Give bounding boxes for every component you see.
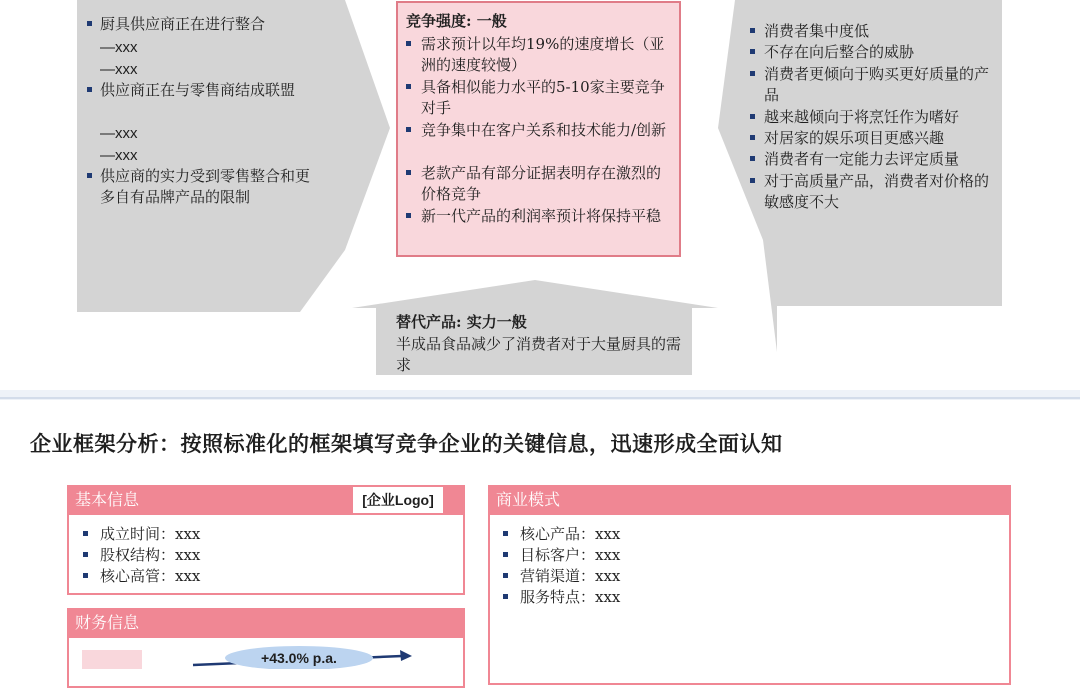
substitutes-text: 半成品食品减少了消费者对于大量厨具的需求 xyxy=(396,335,682,374)
suppliers-subitem: —xxx xyxy=(100,125,138,142)
suppliers-item: 厨具供应商正在进行整合 xyxy=(87,14,317,35)
financial-info-title: 财务信息 xyxy=(75,613,140,632)
buyers-item: 消费者更倾向于购买更好质量的产品 xyxy=(750,64,998,106)
rivalry-title: 竞争强度: 一般 xyxy=(406,12,507,30)
rivalry-item: 老款产品有部分证据表明存在激烈的价格竞争 xyxy=(406,163,674,205)
buyers-item: 对于高质量产品，消费者对价格的敏感度不大 xyxy=(750,171,998,213)
buyers-item: 消费者集中度低 xyxy=(750,21,998,42)
financial-bar xyxy=(82,650,142,669)
framework-heading: 企业框架分析：按照标准化的框架填写竞争企业的关键信息，迅速形成全面认知 xyxy=(30,431,783,456)
business-model-item: 服务特点：xxx xyxy=(503,587,620,608)
suppliers-item: 供应商正在与零售商结成联盟 xyxy=(87,80,319,101)
basic-info-item: 股权结构：xxx xyxy=(83,545,200,566)
buyers-item: 对居家的娱乐项目更感兴趣 xyxy=(750,128,998,149)
substitutes-title: 替代产品: 实力一般 xyxy=(396,313,527,331)
rivalry-item: 竞争集中在客户关系和技术能力/创新 xyxy=(406,120,674,141)
buyers-item: 越来越倾向于将烹饪作为嗜好 xyxy=(750,107,998,128)
business-model-item: 目标客户：xxx xyxy=(503,545,620,566)
basic-info-item: 成立时间：xxx xyxy=(83,524,200,545)
growth-rate-label: +43.0% p.a. xyxy=(261,650,337,666)
buyers-item: 不存在向后整合的威胁 xyxy=(750,42,998,63)
basic-info-title: 基本信息 xyxy=(75,490,140,509)
business-model-item: 营销渠道：xxx xyxy=(503,566,620,587)
rivalry-item: 需求预计以年均19%的速度增长（亚洲的速度较慢） xyxy=(406,34,674,76)
suppliers-subitem: —xxx xyxy=(100,61,138,78)
basic-info-item: 核心高管：xxx xyxy=(83,566,200,587)
suppliers-subitem: —xxx xyxy=(100,39,138,56)
buyers-item: 消费者有一定能力去评定质量 xyxy=(750,149,998,170)
business-model-title: 商业模式 xyxy=(496,490,561,509)
company-logo-placeholder: [企业Logo] xyxy=(353,487,443,513)
business-model-item: 核心产品：xxx xyxy=(503,524,620,545)
business-model-header xyxy=(488,485,1011,515)
financial-info-header xyxy=(67,608,465,638)
rivalry-item: 新一代产品的利润率预计将保持平稳 xyxy=(406,206,674,227)
suppliers-item: 供应商的实力受到零售整合和更多自有品牌产品的限制 xyxy=(87,166,319,208)
suppliers-subitem: —xxx xyxy=(100,147,138,164)
rivalry-item: 具备相似能力水平的5-10家主要竞争对手 xyxy=(406,77,674,119)
